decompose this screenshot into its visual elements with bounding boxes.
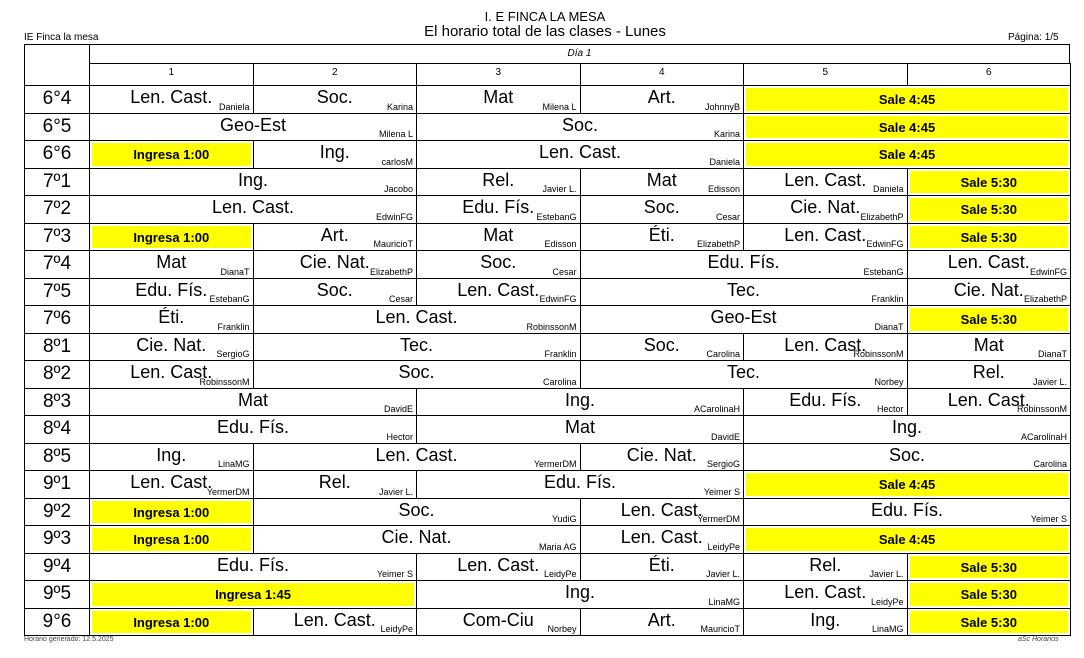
subject-name: Tec. bbox=[399, 334, 433, 355]
period-header: 5 bbox=[743, 63, 908, 86]
teacher-name: carlosM bbox=[381, 156, 413, 167]
teacher-name: RobinssonM bbox=[199, 376, 250, 387]
lesson-cell bbox=[416, 113, 744, 142]
lesson-cell bbox=[580, 360, 908, 389]
teacher-name: ACarolinaH bbox=[693, 404, 740, 414]
subject-name: Éti. bbox=[648, 224, 675, 245]
teacher-name: SergioG bbox=[216, 349, 250, 359]
time-notice: Ingresa 1:00 bbox=[92, 611, 251, 634]
teacher-name: LinaMG bbox=[217, 459, 250, 469]
teacher-name: Daniela bbox=[218, 101, 250, 112]
subject-name: Ing. bbox=[564, 389, 596, 410]
lesson-cell bbox=[89, 498, 254, 527]
lesson-cell bbox=[743, 443, 1071, 472]
lesson-cell bbox=[580, 278, 908, 307]
teacher-name: Hector bbox=[386, 431, 413, 442]
teacher-name: Carolina bbox=[542, 376, 577, 387]
subject-name: Mat bbox=[973, 334, 1004, 355]
subject-name: Tec. bbox=[726, 279, 760, 300]
lesson-cell bbox=[416, 168, 581, 197]
subject-name: Soc. bbox=[888, 444, 926, 465]
teacher-name: YudiG bbox=[551, 514, 577, 524]
lesson-cell bbox=[253, 525, 581, 554]
teacher-name: Franklin bbox=[544, 349, 577, 359]
teacher-name: YermerDM bbox=[206, 486, 250, 497]
class-label: 7º1 bbox=[24, 168, 90, 197]
time-notice: Ingresa 1:00 bbox=[92, 143, 251, 166]
lesson-cell bbox=[89, 168, 417, 197]
teacher-name: ACarolinaH bbox=[1020, 431, 1067, 442]
class-label: 8º4 bbox=[24, 415, 90, 444]
subject-name: Cie. Nat. bbox=[790, 197, 861, 217]
subject-name: Len. Cast. bbox=[375, 444, 458, 465]
lesson-cell bbox=[580, 223, 745, 252]
time-notice: Ingresa 1:00 bbox=[92, 528, 251, 551]
lesson-cell bbox=[416, 223, 581, 252]
lesson-cell bbox=[89, 608, 254, 637]
teacher-name: Edisson bbox=[544, 239, 577, 249]
subject-name: Soc. bbox=[643, 334, 680, 355]
teacher-name: Javier L. bbox=[378, 486, 413, 497]
lesson-cell bbox=[416, 250, 581, 279]
subject-name: Edu. Fís. bbox=[707, 252, 780, 272]
lesson-cell bbox=[253, 305, 581, 334]
subject-name: Art. bbox=[320, 224, 349, 245]
teacher-name: RobinssonM bbox=[853, 349, 904, 359]
teacher-name: DianaT bbox=[1037, 349, 1067, 359]
time-notice: Ingresa 1:00 bbox=[92, 501, 251, 524]
teacher-name: LeidyPe bbox=[870, 596, 904, 607]
lesson-cell bbox=[907, 553, 1072, 582]
subject-name: Len. Cast. bbox=[130, 362, 213, 382]
lesson-cell bbox=[253, 443, 581, 472]
time-notice: Sale 4:45 bbox=[746, 116, 1068, 139]
lesson-cell bbox=[743, 223, 908, 252]
subject-name: Cie. Nat. bbox=[626, 444, 697, 465]
teacher-name: Karina bbox=[713, 129, 740, 139]
class-label: 8º2 bbox=[24, 360, 90, 389]
lesson-cell bbox=[907, 580, 1072, 609]
teacher-name: Carolina bbox=[706, 349, 740, 359]
subject-name: Edu. Fís. bbox=[135, 279, 208, 300]
lesson-cell bbox=[743, 85, 1071, 114]
lesson-cell bbox=[89, 580, 417, 609]
period-header: 3 bbox=[416, 63, 581, 86]
lesson-cell bbox=[907, 388, 1072, 417]
lesson-cell bbox=[743, 388, 908, 417]
subject-name: Len. Cast. bbox=[130, 472, 213, 492]
teacher-name: Franklin bbox=[871, 294, 904, 304]
lesson-cell bbox=[89, 223, 254, 252]
teacher-name: Yeimer S bbox=[376, 569, 413, 579]
subject-name: Len. Cast. bbox=[784, 169, 867, 190]
lesson-cell bbox=[253, 85, 418, 114]
lesson-cell bbox=[907, 360, 1072, 389]
time-notice: Sale 5:30 bbox=[910, 198, 1069, 221]
lesson-cell bbox=[416, 195, 581, 224]
lesson-cell bbox=[89, 113, 417, 142]
lesson-cell bbox=[89, 470, 254, 499]
teacher-name: DavidE bbox=[710, 431, 740, 442]
lesson-cell bbox=[580, 608, 745, 637]
lesson-cell bbox=[580, 168, 745, 197]
lesson-cell bbox=[89, 443, 254, 472]
subject-name: Ing. bbox=[810, 609, 841, 630]
time-notice: Sale 5:30 bbox=[910, 556, 1069, 579]
lesson-cell bbox=[416, 608, 581, 637]
lesson-cell bbox=[89, 553, 417, 582]
time-notice: Sale 5:30 bbox=[910, 226, 1069, 249]
class-label: 9º4 bbox=[24, 553, 90, 582]
lesson-cell bbox=[743, 168, 908, 197]
lesson-cell bbox=[253, 250, 418, 279]
class-label: 8º1 bbox=[24, 333, 90, 362]
subject-name: Rel. bbox=[809, 554, 842, 575]
teacher-name: MauricioT bbox=[373, 239, 413, 249]
subject-name: Tec. bbox=[726, 362, 760, 382]
lesson-cell bbox=[743, 608, 908, 637]
time-notice: Ingresa 1:45 bbox=[92, 583, 414, 606]
lesson-cell bbox=[89, 333, 254, 362]
time-notice: Sale 4:45 bbox=[746, 473, 1068, 496]
time-notice: Sale 4:45 bbox=[746, 528, 1068, 551]
subject-name: Len. Cast. bbox=[538, 142, 622, 162]
teacher-name: ElizabethP bbox=[860, 211, 904, 222]
class-label: 7º4 bbox=[24, 250, 90, 279]
period-header: 4 bbox=[580, 63, 745, 86]
subject-name: Geo-Est bbox=[219, 114, 287, 135]
subject-name: Soc. bbox=[561, 114, 599, 135]
lesson-cell bbox=[907, 608, 1072, 637]
period-header: 6 bbox=[907, 63, 1072, 86]
lesson-cell bbox=[89, 85, 254, 114]
subject-name: Soc. bbox=[316, 87, 353, 107]
class-label: 7º2 bbox=[24, 195, 90, 224]
subject-name: Mat bbox=[156, 252, 187, 272]
lesson-cell bbox=[580, 195, 745, 224]
lesson-cell bbox=[907, 278, 1072, 307]
lesson-cell bbox=[580, 443, 745, 472]
subject-name: Mat bbox=[646, 169, 677, 190]
subject-name: Soc. bbox=[643, 197, 680, 217]
subject-name: Com-Ciu bbox=[462, 609, 534, 630]
time-notice: Ingresa 1:00 bbox=[92, 226, 251, 249]
subject-name: Éti. bbox=[648, 554, 675, 575]
teacher-name: RobinssonM bbox=[526, 321, 577, 332]
subject-name: Cie. Nat. bbox=[953, 279, 1024, 300]
subject-name: Ing. bbox=[237, 169, 269, 190]
subject-name: Mat bbox=[564, 417, 595, 437]
subject-name: Len. Cast. bbox=[620, 499, 703, 520]
lesson-cell bbox=[253, 498, 581, 527]
subject-name: Mat bbox=[483, 87, 514, 107]
lesson-cell bbox=[416, 415, 744, 444]
subject-name: Soc. bbox=[398, 499, 435, 520]
teacher-name: Daniela bbox=[709, 156, 740, 167]
teacher-name: Javier L. bbox=[542, 184, 577, 194]
lesson-cell bbox=[580, 525, 745, 554]
lesson-cell bbox=[580, 305, 908, 334]
class-label: 7º5 bbox=[24, 278, 90, 307]
subject-name: Len. Cast. bbox=[784, 582, 867, 602]
teacher-name: Daniela bbox=[872, 184, 904, 194]
subject-name: Soc. bbox=[398, 362, 435, 382]
time-notice: Sale 4:45 bbox=[746, 88, 1068, 111]
teacher-name: ElizabethP bbox=[1023, 294, 1067, 304]
school-title: I. E FINCA LA MESA bbox=[484, 9, 606, 24]
lesson-cell bbox=[416, 580, 744, 609]
class-label: 6°5 bbox=[24, 113, 90, 142]
teacher-name: YermerDM bbox=[697, 514, 740, 524]
lesson-cell bbox=[580, 85, 745, 114]
period-header: 1 bbox=[89, 63, 254, 86]
lesson-cell bbox=[907, 223, 1072, 252]
subject-name: Len. Cast. bbox=[211, 197, 295, 217]
period-header: 2 bbox=[253, 63, 418, 86]
lesson-cell bbox=[743, 525, 1071, 554]
teacher-name: LinaMG bbox=[708, 596, 740, 607]
subject-name: Edu. Fís. bbox=[789, 389, 862, 410]
class-label: 9°6 bbox=[24, 608, 90, 637]
teacher-name: LeidyPe bbox=[380, 624, 413, 634]
subject-name: Len. Cast. bbox=[293, 609, 376, 630]
lesson-cell bbox=[580, 333, 745, 362]
lesson-cell bbox=[416, 470, 744, 499]
lesson-cell bbox=[743, 470, 1071, 499]
teacher-name: EstebanG bbox=[209, 294, 250, 304]
teacher-name: LeidyPe bbox=[543, 569, 577, 579]
subject-name: Len. Cast. bbox=[620, 527, 703, 547]
subject-name: Éti. bbox=[158, 307, 185, 327]
teacher-name: Carolina bbox=[1033, 459, 1067, 469]
subject-name: Len. Cast. bbox=[784, 224, 867, 245]
subject-name: Edu. Fís. bbox=[543, 472, 617, 492]
subject-name: Edu. Fís. bbox=[870, 499, 944, 520]
page-title: El horario total de las clases - Lunes bbox=[424, 23, 666, 40]
lesson-cell bbox=[743, 553, 908, 582]
teacher-name: MauricioT bbox=[700, 624, 740, 634]
teacher-name: Edisson bbox=[707, 184, 740, 194]
time-notice: Sale 5:30 bbox=[910, 171, 1069, 194]
lesson-cell bbox=[253, 333, 581, 362]
subject-name: Edu. Fís. bbox=[216, 417, 290, 437]
time-notice: Sale 4:45 bbox=[746, 143, 1068, 166]
lesson-cell bbox=[89, 360, 254, 389]
subject-name: Len. Cast. bbox=[947, 252, 1030, 272]
subject-name: Mat bbox=[237, 389, 268, 410]
lesson-cell bbox=[89, 278, 254, 307]
page-number: Página: 1/5 bbox=[1008, 32, 1059, 43]
lesson-cell bbox=[89, 525, 254, 554]
lesson-cell bbox=[89, 305, 254, 334]
subject-name: Len. Cast. bbox=[130, 87, 213, 107]
class-label: 7º6 bbox=[24, 305, 90, 334]
lesson-cell bbox=[89, 250, 254, 279]
subject-name: Len. Cast. bbox=[947, 389, 1030, 410]
subject-name: Len. Cast. bbox=[457, 279, 540, 300]
teacher-name: EstebanG bbox=[536, 211, 577, 222]
teacher-name: SergioG bbox=[706, 459, 740, 469]
subject-name: Soc. bbox=[480, 252, 517, 272]
teacher-name: EstebanG bbox=[863, 266, 904, 277]
teacher-name: ElizabethP bbox=[696, 239, 740, 249]
teacher-name: Jacobo bbox=[383, 184, 413, 194]
subject-name: Geo-Est bbox=[710, 307, 777, 327]
teacher-name: EdwinFG bbox=[1029, 266, 1067, 277]
class-label: 8º5 bbox=[24, 443, 90, 472]
teacher-name: Cesar bbox=[552, 266, 577, 277]
subject-name: Ing. bbox=[156, 444, 187, 465]
subject-name: Cie. Nat. bbox=[136, 334, 207, 355]
teacher-name: Yeimer S bbox=[1030, 514, 1067, 524]
lesson-cell bbox=[580, 553, 745, 582]
class-label: 9º1 bbox=[24, 470, 90, 499]
lesson-cell bbox=[907, 333, 1072, 362]
lesson-cell bbox=[743, 333, 908, 362]
subject-name: Len. Cast. bbox=[457, 554, 540, 575]
lesson-cell bbox=[416, 553, 581, 582]
lesson-cell bbox=[907, 305, 1072, 334]
lesson-cell bbox=[253, 470, 418, 499]
class-label: 9º2 bbox=[24, 498, 90, 527]
time-notice: Sale 5:30 bbox=[910, 583, 1069, 606]
corner-cell bbox=[24, 44, 90, 86]
lesson-cell bbox=[907, 195, 1072, 224]
day-header: Día 1 bbox=[89, 44, 1070, 64]
footer-brand: aSc Horarios bbox=[1018, 636, 1059, 643]
subject-name: Len. Cast. bbox=[784, 334, 867, 355]
teacher-name: Franklin bbox=[217, 321, 250, 332]
class-label: 9º3 bbox=[24, 525, 90, 554]
lesson-cell bbox=[743, 580, 908, 609]
teacher-name: JohnnyB bbox=[704, 101, 740, 112]
teacher-name: Hector bbox=[876, 404, 904, 414]
teacher-name: Karina bbox=[386, 101, 413, 112]
subject-name: Len. Cast. bbox=[375, 307, 458, 327]
teacher-name: Cesar bbox=[388, 294, 413, 304]
time-notice: Sale 5:30 bbox=[910, 308, 1069, 331]
lesson-cell bbox=[743, 195, 908, 224]
footer-generated: Horario generado: 12.5.2025 bbox=[24, 636, 114, 643]
lesson-cell bbox=[907, 250, 1072, 279]
teacher-name: Cesar bbox=[715, 211, 740, 222]
teacher-name: DianaT bbox=[874, 321, 904, 332]
time-notice: Sale 5:30 bbox=[910, 611, 1069, 634]
teacher-name: DianaT bbox=[220, 266, 250, 277]
teacher-name: Yeimer S bbox=[703, 486, 740, 497]
teacher-name: ElizabethP bbox=[369, 266, 413, 277]
lesson-cell bbox=[89, 140, 254, 169]
teacher-name: Javier L. bbox=[869, 569, 904, 579]
lesson-cell bbox=[89, 388, 417, 417]
teacher-name: DavidE bbox=[383, 404, 413, 414]
lesson-cell bbox=[416, 278, 581, 307]
lesson-cell bbox=[743, 415, 1071, 444]
teacher-name: Javier L. bbox=[1032, 376, 1067, 387]
subject-name: Rel. bbox=[482, 169, 515, 190]
class-label: 7º3 bbox=[24, 223, 90, 252]
subject-name: Edu. Fís. bbox=[462, 197, 535, 217]
institution-label: IE Finca la mesa bbox=[24, 32, 99, 43]
lesson-cell bbox=[743, 113, 1071, 142]
teacher-name: LeidyPe bbox=[707, 541, 740, 552]
lesson-cell bbox=[253, 608, 418, 637]
timetable-grid bbox=[24, 44, 1070, 636]
subject-name: Rel. bbox=[972, 362, 1005, 382]
subject-name: Soc. bbox=[316, 279, 353, 300]
teacher-name: YermerDM bbox=[533, 459, 577, 469]
lesson-cell bbox=[89, 195, 417, 224]
teacher-name: LinaMG bbox=[871, 624, 904, 634]
lesson-cell bbox=[416, 140, 744, 169]
class-label: 6°6 bbox=[24, 140, 90, 169]
subject-name: Ing. bbox=[891, 417, 923, 437]
subject-name: Art. bbox=[647, 87, 676, 107]
teacher-name: Maria AG bbox=[538, 541, 577, 552]
lesson-cell bbox=[416, 85, 581, 114]
teacher-name: Milena L bbox=[378, 129, 413, 139]
subject-name: Edu. Fís. bbox=[216, 554, 290, 575]
lesson-cell bbox=[580, 250, 908, 279]
subject-name: Rel. bbox=[318, 472, 351, 492]
teacher-name: Javier L. bbox=[705, 569, 740, 579]
lesson-cell bbox=[253, 360, 581, 389]
class-label: 8º3 bbox=[24, 388, 90, 417]
subject-name: Art. bbox=[647, 609, 676, 630]
subject-name: Mat bbox=[483, 224, 514, 245]
subject-name: Ing. bbox=[564, 582, 596, 602]
lesson-cell bbox=[253, 223, 418, 252]
lesson-cell bbox=[907, 168, 1072, 197]
subject-name: Ing. bbox=[319, 142, 350, 162]
subject-name: Cie. Nat. bbox=[299, 252, 370, 272]
teacher-name: Norbey bbox=[547, 624, 577, 634]
teacher-name: EdwinFG bbox=[866, 239, 904, 249]
lesson-cell bbox=[253, 278, 418, 307]
lesson-cell bbox=[89, 415, 417, 444]
lesson-cell bbox=[580, 498, 745, 527]
lesson-cell bbox=[416, 388, 744, 417]
teacher-name: EdwinFG bbox=[539, 294, 577, 304]
teacher-name: RobinssonM bbox=[1016, 404, 1067, 414]
lesson-cell bbox=[743, 498, 1071, 527]
class-label: 6°4 bbox=[24, 85, 90, 114]
teacher-name: Milena L bbox=[542, 101, 577, 112]
teacher-name: EdwinFG bbox=[375, 211, 413, 222]
class-label: 9º5 bbox=[24, 580, 90, 609]
teacher-name: Norbey bbox=[874, 376, 904, 387]
lesson-cell bbox=[253, 140, 418, 169]
lesson-cell bbox=[743, 140, 1071, 169]
subject-name: Cie. Nat. bbox=[381, 527, 452, 547]
